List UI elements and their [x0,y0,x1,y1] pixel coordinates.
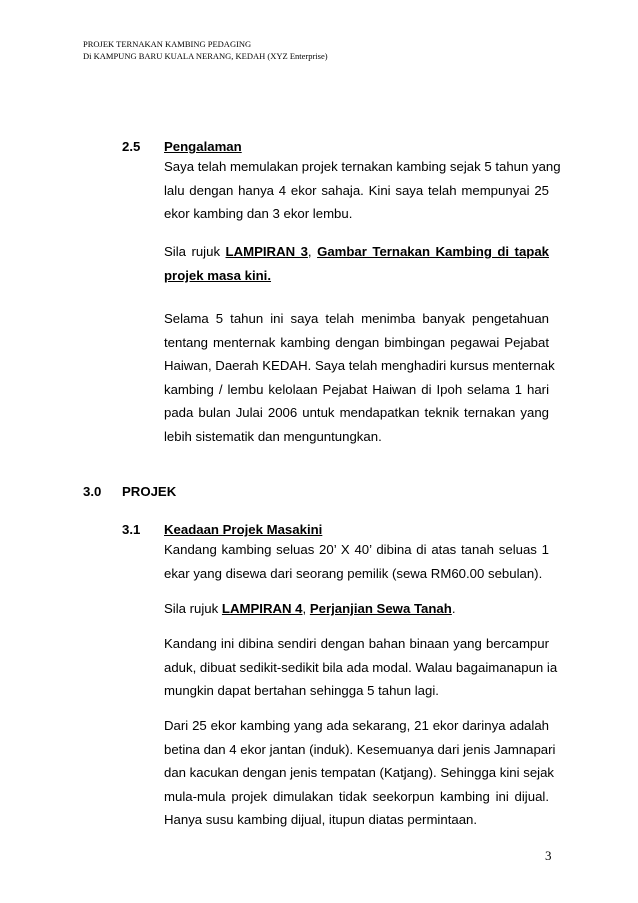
separator: , [302,601,307,616]
section-title-pengalaman: Pengalaman [164,139,242,154]
section-title-projek: PROJEK [122,484,177,499]
reference-lampiran-4 [164,597,549,621]
paragraph-keadaan-3 [164,714,556,832]
section-number-3-0: 3.0 [83,484,102,499]
full-stop: . [451,601,456,616]
text-line: mula-mula projek dimulakan tidak seekorpun kambing ini dijual. [164,788,549,804]
text-line: Selama 5 tahun ini saya telah menimba banyak pengetahuan [164,311,549,326]
text-line: ekor kambing dan 3 ekor lembu. [164,206,353,222]
text-line: lebih sistematik dan menguntungkan. [164,428,382,444]
page-number: 3 [545,848,552,863]
text-line: Saya telah memulakan projek ternakan kambing sejak 5 tahun yang [164,159,561,174]
text-line: ekar yang disewa dari seorang pemilik (sewa RM60.00 sebulan). [164,565,543,581]
lampiran-3-title: Gambar Ternakan Kambing di tapak [317,244,549,259]
reference-prefix: Sila rujuk [164,244,221,259]
paragraph-pengalaman-1 [164,155,561,226]
text-line: aduk, dibuat sedikit-sedikit bila ada modal. Walau bagaimanapun ia [164,659,558,675]
text-line: dan kacukan dengan jenis tempatan (Katjang). Sehingga kini sejak [164,765,555,781]
lampiran-3-title-cont: projek masa kini. [164,267,272,283]
text-line: Hanya susu kambing dijual, itupun diatas permintaan. [164,812,478,828]
text-line: Kandang ini dibina sendiri dengan bahan binaan yang bercampur [164,636,549,651]
reference-line [164,597,549,621]
paragraph-keadaan-1 [164,538,549,585]
running-header [83,38,328,62]
separator: , [307,244,312,259]
text-line: pada bulan Julai 2006 untuk mendapatkan teknik ternakan yang [164,405,549,421]
section-title-keadaan-projek: Keadaan Projek Masakini [164,522,323,537]
paragraph-pengalaman-2 [164,307,555,449]
text-line: mungkin dapat bertahan sehingga 5 tahun lagi. [164,683,439,699]
section-number-3-1: 3.1 [122,522,141,537]
lampiran-3-link: LAMPIRAN 3 [225,244,308,259]
lampiran-4-link: LAMPIRAN 4 [221,601,303,616]
text-line: tentang menternak kambing dengan bimbingan pegawai Pejabat [164,334,549,350]
reference-line [164,264,549,288]
header-subtitle: Di KAMPUNG BARU KUALA NERANG, KEDAH (XYZ Enterprise) [83,51,328,61]
text-line: Dari 25 ekor kambing yang ada sekarang, 21 ekor darinya adalah [164,718,549,733]
text-line: lalu dengan hanya 4 ekor sahaja. Kini saya telah mempunyai 25 [164,182,549,198]
text-line: kambing / lembu kelolaan Pejabat Haiwan di Ipoh selama 1 hari [164,381,549,397]
reference-line [164,240,549,264]
paragraph-keadaan-2 [164,632,558,703]
lampiran-4-title: Perjanjian Sewa Tanah [309,601,452,616]
reference-lampiran-3 [164,240,549,287]
section-number-2-5: 2.5 [122,139,141,154]
header-title: PROJEK TERNAKAN KAMBING PEDAGING [83,39,252,49]
reference-prefix: Sila rujuk [164,601,219,616]
text-line: Haiwan, Daerah KEDAH. Saya telah menghadiri kursus menternak [164,358,555,374]
text-line: betina dan 4 ekor jantan (induk). Kesemuanya dari jenis Jamnapari [164,741,556,757]
text-line: Kandang kambing seluas 20’ X 40’ dibina di atas tanah seluas 1 [164,542,549,557]
